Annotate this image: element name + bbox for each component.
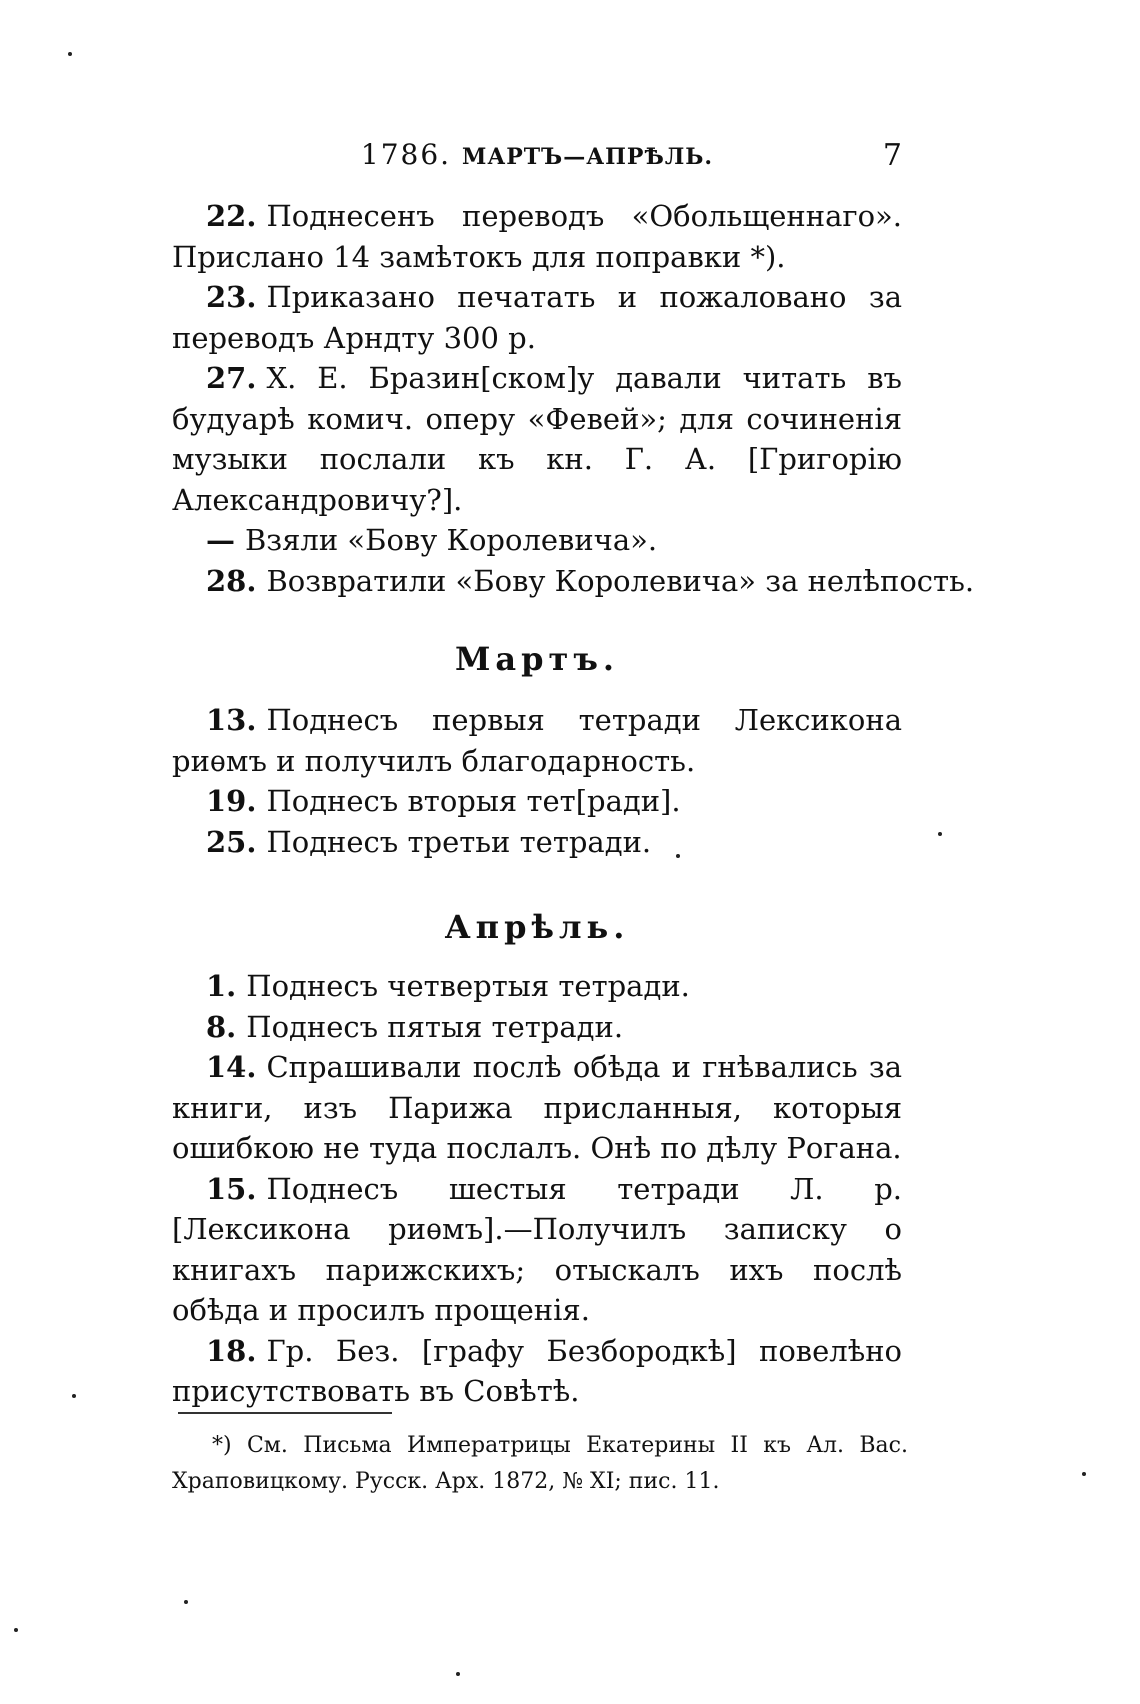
diary-entry	[172, 358, 902, 520]
april-entries	[172, 966, 902, 1412]
print-speck	[938, 832, 942, 836]
february-entries	[172, 196, 975, 601]
diary-entry	[172, 781, 902, 822]
footnote-text: *) См. Письма Императрицы Екатерины II къ Ал. Вас. Храповицкому. Русск. Арх. 1872, № XI; пис. 11.	[172, 1433, 908, 1494]
march-entries	[172, 700, 902, 862]
diary-entry	[172, 196, 902, 277]
entry-day: 1.	[206, 969, 237, 1003]
print-speck	[1082, 1472, 1086, 1476]
page-number: 7	[882, 138, 902, 173]
running-title	[172, 138, 902, 171]
entry-text: Возвратили «Бову Королевича» за нелѣпость.	[266, 563, 975, 598]
section-heading-march: Мартъ.	[454, 640, 620, 678]
diary-entry	[172, 1007, 902, 1048]
entry-day: 27.	[206, 361, 257, 395]
print-speck	[14, 1628, 18, 1632]
entry-text: Поднесенъ переводъ «Обольщеннаго». Прислано 14 замѣтокъ для поправки *).	[172, 199, 902, 274]
entry-text: Взяли «Бову Королевича».	[245, 523, 658, 557]
entry-day: 22.	[206, 199, 257, 233]
footnote	[172, 1428, 908, 1500]
entry-text: Поднесъ третьи тетради.	[266, 824, 652, 859]
diary-entry	[172, 822, 902, 863]
entry-text: Поднесъ вторыя тет[ради].	[266, 784, 681, 818]
entry-day: 19.	[206, 784, 257, 818]
diary-entry	[172, 561, 975, 602]
print-speck	[68, 52, 72, 56]
entry-text: Поднесъ четвертыя тетради.	[246, 969, 690, 1003]
entry-day: 28.	[206, 563, 257, 598]
header-months: МАРТЪ—АПРѢЛЬ.	[461, 144, 714, 170]
section-heading-april: Апрѣль.	[444, 908, 630, 946]
diary-entry	[172, 1331, 902, 1412]
print-speck	[72, 1394, 76, 1398]
page-header	[172, 138, 902, 182]
entry-text: Поднесъ пятыя тетради.	[246, 1009, 624, 1044]
entry-day: 25.	[206, 824, 257, 859]
header-year: 1786.	[360, 138, 452, 171]
entry-day: 18.	[206, 1333, 257, 1368]
print-speck	[184, 1600, 188, 1604]
entry-day: 13.	[206, 703, 257, 737]
entry-text: Поднесъ первыя тетради Лексикона риѳмъ и получилъ благодарность.	[172, 703, 902, 778]
entry-day: 14.	[206, 1050, 257, 1084]
diary-entry	[172, 520, 902, 561]
entry-text: Поднесъ шестыя тетради Л. р. [Лексикона риѳмъ].—Получилъ записку о книгахъ парижскихъ; отыскалъ ихъ послѣ обѣда и просилъ прощенія.	[172, 1171, 902, 1327]
entry-text: Приказано печатать и пожаловано за переводъ Арндту 300 р.	[172, 280, 902, 355]
print-speck	[676, 854, 680, 858]
diary-entry	[172, 1047, 902, 1169]
entry-text: Спрашивали послѣ обѣда и гнѣвались за книги, изъ Парижа присланныя, которыя ошибкою не туда послалъ. Онѣ по дѣлу Рогана.	[172, 1050, 902, 1165]
diary-entry	[172, 1169, 902, 1331]
entry-text: Х. Е. Бразин[ском]у давали читать въ будуарѣ комич. оперу «Февей»; для сочиненія музыки послали къ кн. Г. А. [Григорію Александровичу?].	[172, 361, 902, 517]
diary-entry	[172, 966, 902, 1007]
entry-day: 23.	[206, 280, 257, 314]
print-speck	[456, 1672, 460, 1676]
entry-dash: —	[206, 523, 235, 557]
diary-entry	[172, 700, 902, 781]
footnote-rule	[178, 1412, 392, 1414]
entry-day: 8.	[206, 1009, 237, 1044]
entry-day: 15.	[206, 1171, 257, 1206]
entry-text: Гр. Без. [графу Безбородкѣ] повелѣно присутствовать въ Совѣтѣ.	[172, 1333, 902, 1408]
diary-entry	[172, 277, 902, 358]
